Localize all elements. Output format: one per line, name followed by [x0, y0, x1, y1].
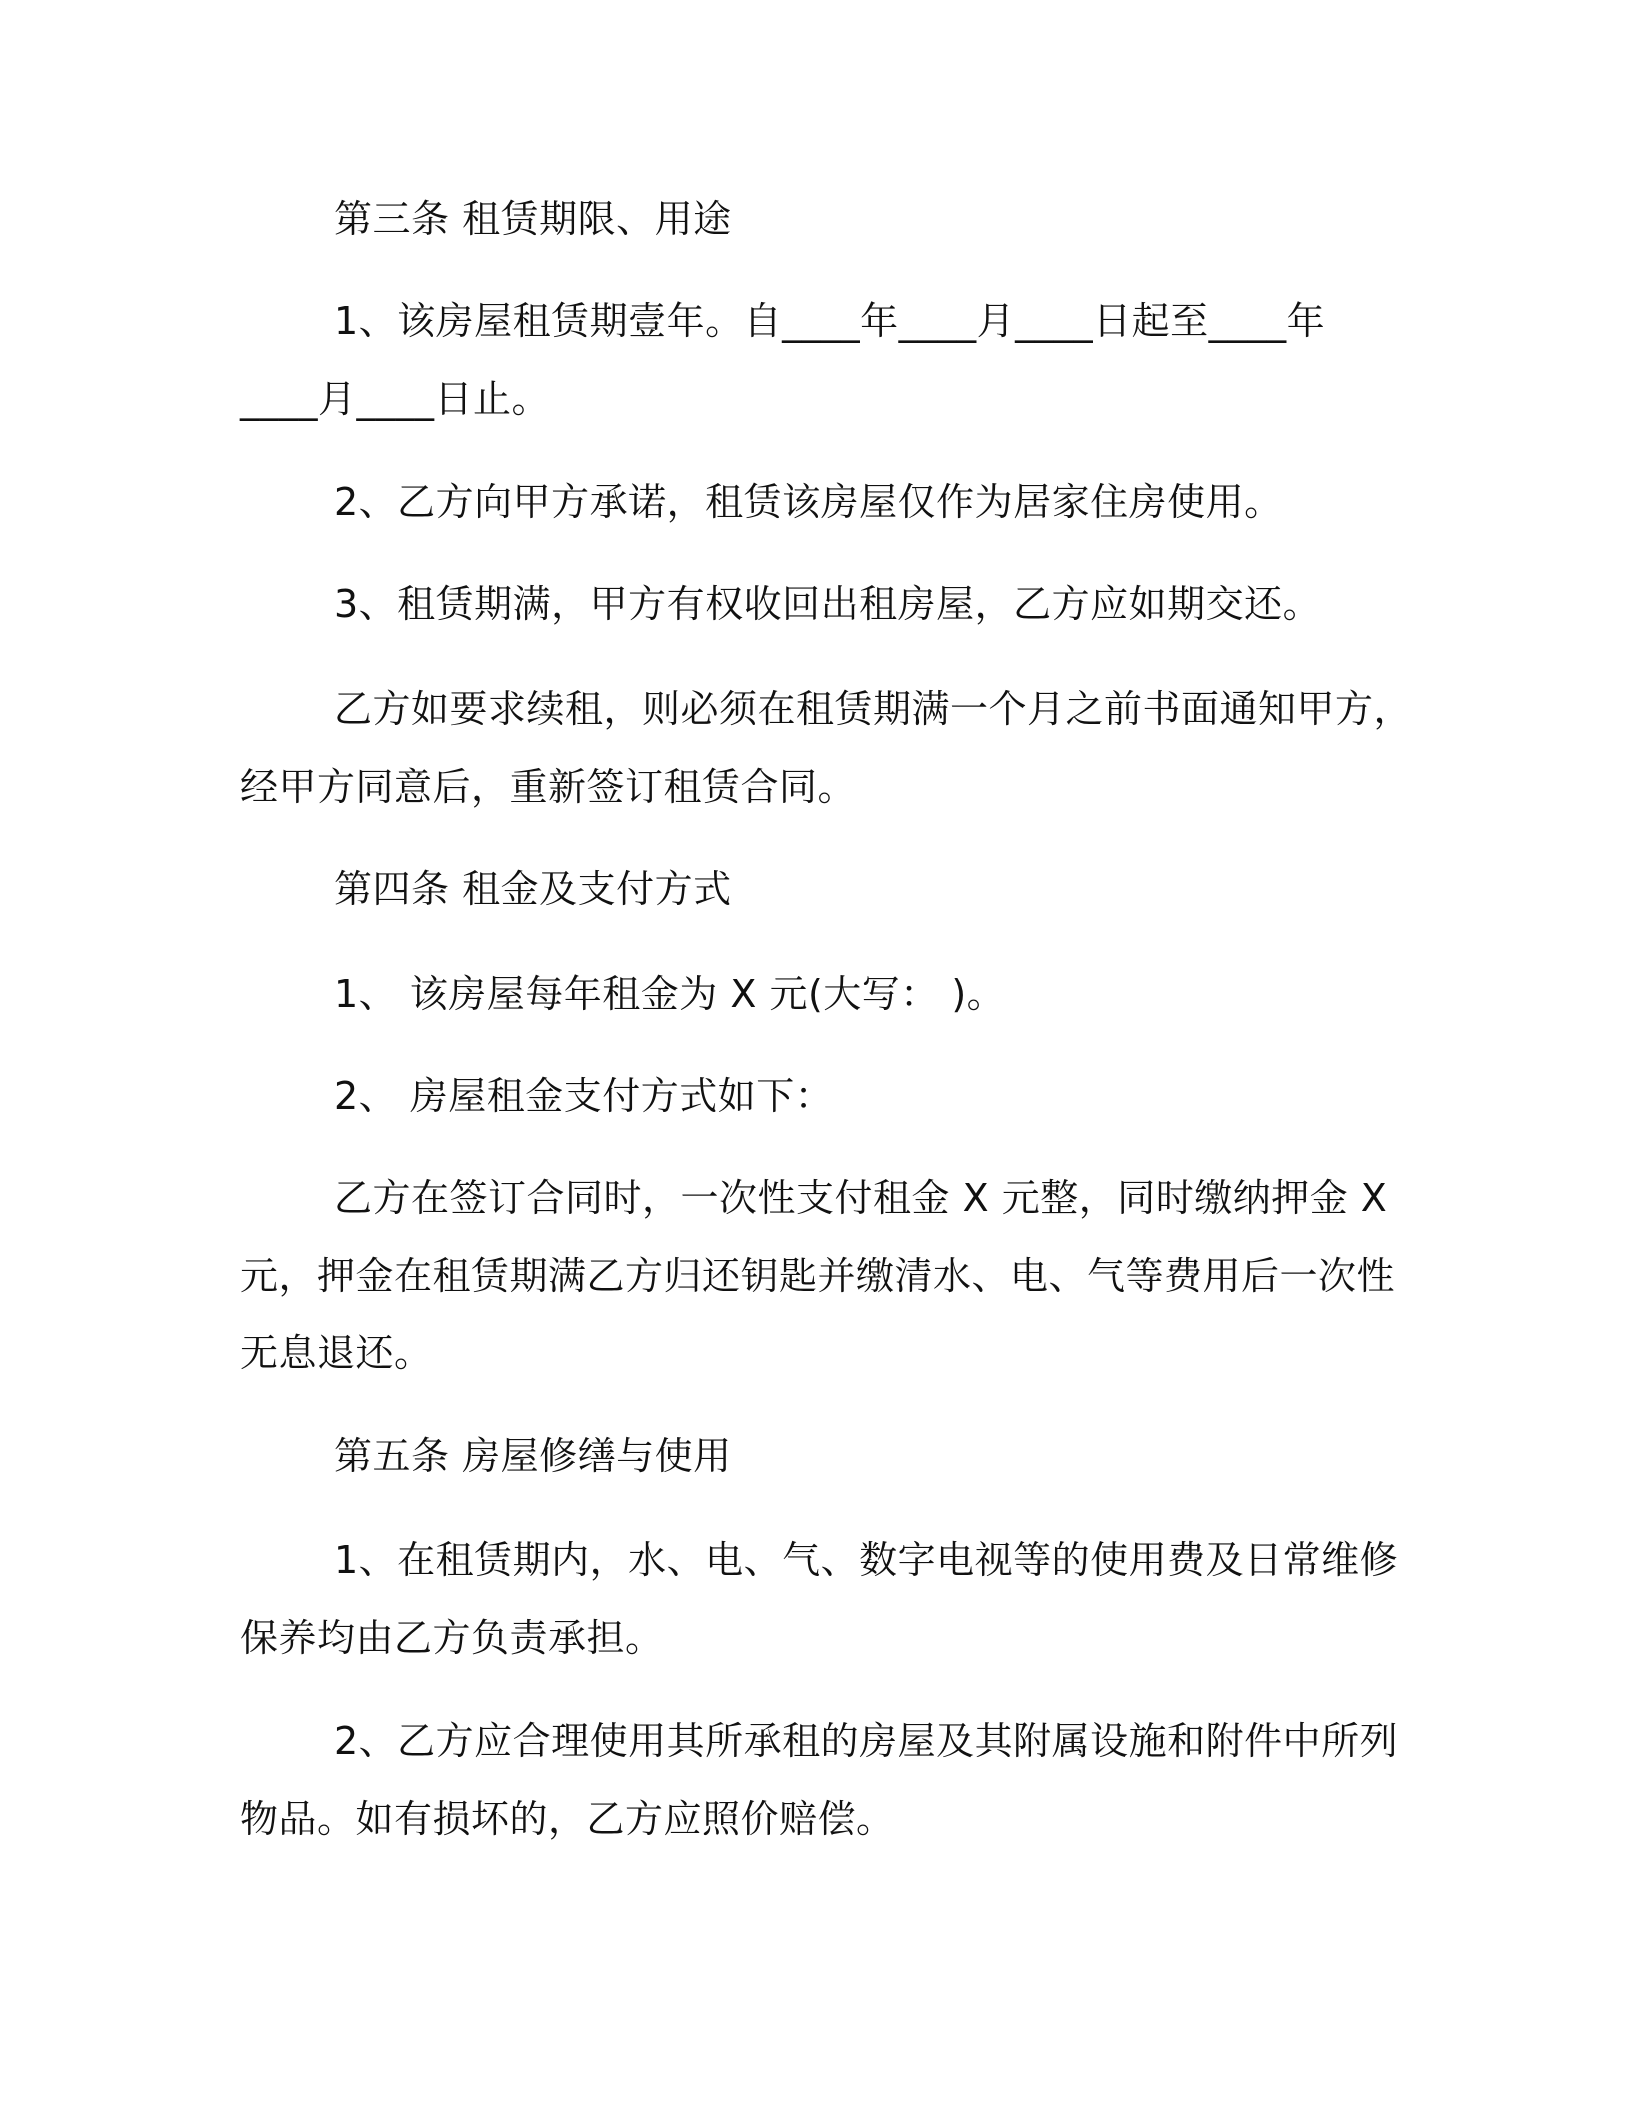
article-5-clause-2-line-2: 物品。如有损坏的，乙方应照价赔偿。 [240, 1797, 895, 1841]
article-4-heading: 第四条 租金及支付方式 [334, 867, 732, 911]
article-3-clause-3: 3、租赁期满，甲方有权收回出租房屋，乙方应如期交还。 [334, 582, 1322, 626]
article-5-clause-2-line-1: 2、乙方应合理使用其所承租的房屋及其附属设施和附件中所列 [334, 1719, 1399, 1763]
renewal-paragraph-line-2: 经甲方同意后，重新签订租赁合同。 [240, 765, 857, 809]
article-5-heading: 第五条 房屋修缮与使用 [334, 1434, 732, 1478]
renewal-paragraph-line-1: 乙方如要求续租，则必须在租赁期满一个月之前书面通知甲方， [334, 687, 1413, 731]
article-4-clause-2: 2、 房屋租金支付方式如下： [334, 1074, 834, 1118]
payment-paragraph-line-3: 无息退还。 [240, 1331, 433, 1375]
article-5-clause-1-line-1: 1、在租赁期内，水、电、气、数字电视等的使用费及日常维修 [334, 1538, 1399, 1582]
article-4-clause-1: 1、 该房屋每年租金为 X 元(大写： )。 [334, 972, 1006, 1016]
article-3-clause-2: 2、乙方向甲方承诺，租赁该房屋仅作为居家住房使用。 [334, 480, 1283, 524]
article-3-clause-1-line-1: 1、该房屋租赁期壹年。自____年____月____日起至____年 [334, 299, 1326, 343]
article-5-clause-1-line-2: 保养均由乙方负责承担。 [240, 1616, 664, 1660]
payment-paragraph-line-2: 元，押金在租赁期满乙方归还钥匙并缴清水、电、气等费用后一次性 [240, 1254, 1396, 1298]
article-3-clause-1-line-2: ____月____日止。 [240, 377, 551, 421]
article-3-heading: 第三条 租赁期限、用途 [334, 197, 732, 241]
payment-paragraph-line-1: 乙方在签订合同时，一次性支付租金 X 元整，同时缴纳押金 X [334, 1176, 1388, 1220]
